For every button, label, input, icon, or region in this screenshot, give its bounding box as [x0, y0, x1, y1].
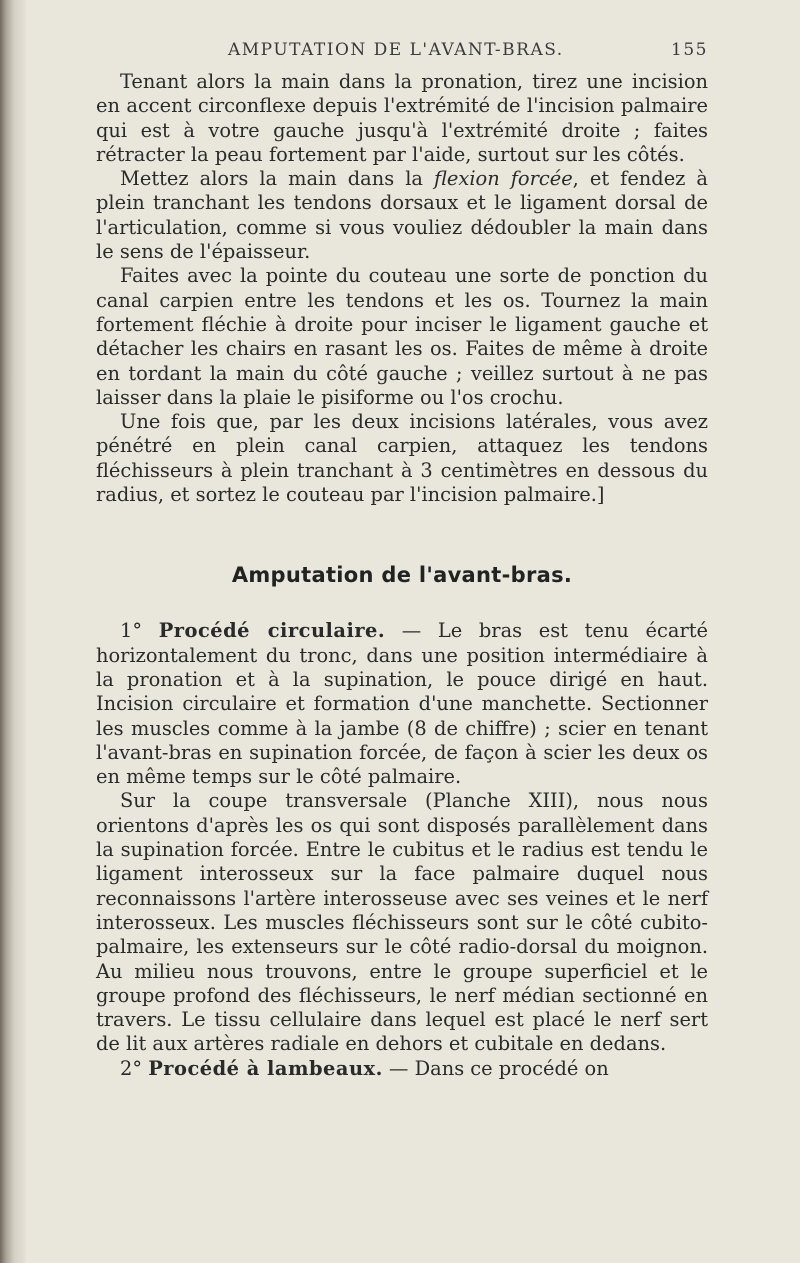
book-spine-shadow — [0, 0, 26, 1263]
page-header — [96, 40, 708, 70]
paragraph-procede-circulaire — [96, 619, 708, 789]
paragraph-ponction: Faites avec la pointe du couteau une sorte de ponction du canal carpien entre les tendons et les os. Tournez la main fortement fléchie à droite pour inciser le ligament gauche et détacher les chairs en rasant les os. Faites de même à droite en tordant la main du côté gauche ; veillez surtout à ne pas laisser dans la plaie le pisiforme ou l'os crochu. — [96, 264, 708, 409]
paragraph-coupe-transversale: Sur la coupe transversale (Planche XIII), nous nous orientons d'après les os qui sont disposés parallèlement dans la supination forcée. Entre le cubitus et le radius est tendu le ligament interosseux sur la face palmaire duquel nous reconnaissons l'artère interosseuse avec ses veines et le nerf interosseux. Les muscles fléchisseurs sont sur le côté cubito-palmaire, les extenseurs sur le côté radio-dorsal du moignon. Au milieu nous trouvons, entre le groupe superficiel et le groupe profond des fléchisseurs, le nerf médian sectionné en travers. Le tissu cellulaire dans lequel est placé le nerf sert de lit aux artères radiale en dehors et cubitale en dedans. — [96, 789, 708, 1056]
procedure-2-ordinal: 2° — [120, 1056, 143, 1080]
procedure-2-text: — Dans ce procédé on — [382, 1056, 609, 1080]
book-page — [96, 40, 708, 1081]
procedure-2-name: Procédé à lambeaux. — [148, 1056, 383, 1080]
paragraph-flexion-italic: flexion forcée — [434, 167, 573, 191]
paragraph-flexion — [96, 167, 708, 264]
procedure-1-ordinal: 1° — [120, 619, 143, 643]
section-title: Amputation de l'avant-bras. — [231, 563, 573, 588]
page-number: 155 — [671, 40, 708, 60]
paragraph-flexion-before: Mettez alors la main dans la — [120, 167, 434, 191]
paragraph-incision: Tenant alors la main dans la pronation, tirez une incision en accent circonflexe depuis l'extrémité de l'incision palmaire qui est à votre gauche jusqu'à l'extrémité droite ; faites rétracter la peau fortement par l'aide, surtout sur les côtés. — [96, 70, 708, 166]
paragraph-canal: Une fois que, par les deux incisions latérales, vous avez pénétré en plein canal carpien, attaquez les tendons fléchisseurs à plein tranchant à 3 centimètres en dessous du radius, et sortez le couteau par l'incision palmaire.] — [96, 410, 708, 507]
paragraph-procede-lambeaux — [96, 1057, 708, 1081]
procedure-1-text: — Le bras est tenu écarté horizontalement du tronc, dans une position intermédiaire à la pronation et à la supination, le pouce dirigé en haut. Incision circulaire et formation d'une manchette. Sectionner les muscles comme à la jambe (8 de chiffre) ; scier en tenant l'avant-bras en supination forcée, de façon à scier les deux os en même temps sur le côté palmaire. — [96, 619, 708, 789]
paragraph-flexion-after: , et fendez à plein tranchant les tendons dorsaux et le ligament dorsal de l'articulation, comme si vous vouliez dédoubler la main dans le sens de l'épaisseur. — [96, 167, 708, 264]
procedure-1-name: Procédé circulaire. — [158, 619, 386, 643]
running-title: AMPUTATION DE L'AVANT-BRAS. — [228, 40, 564, 60]
